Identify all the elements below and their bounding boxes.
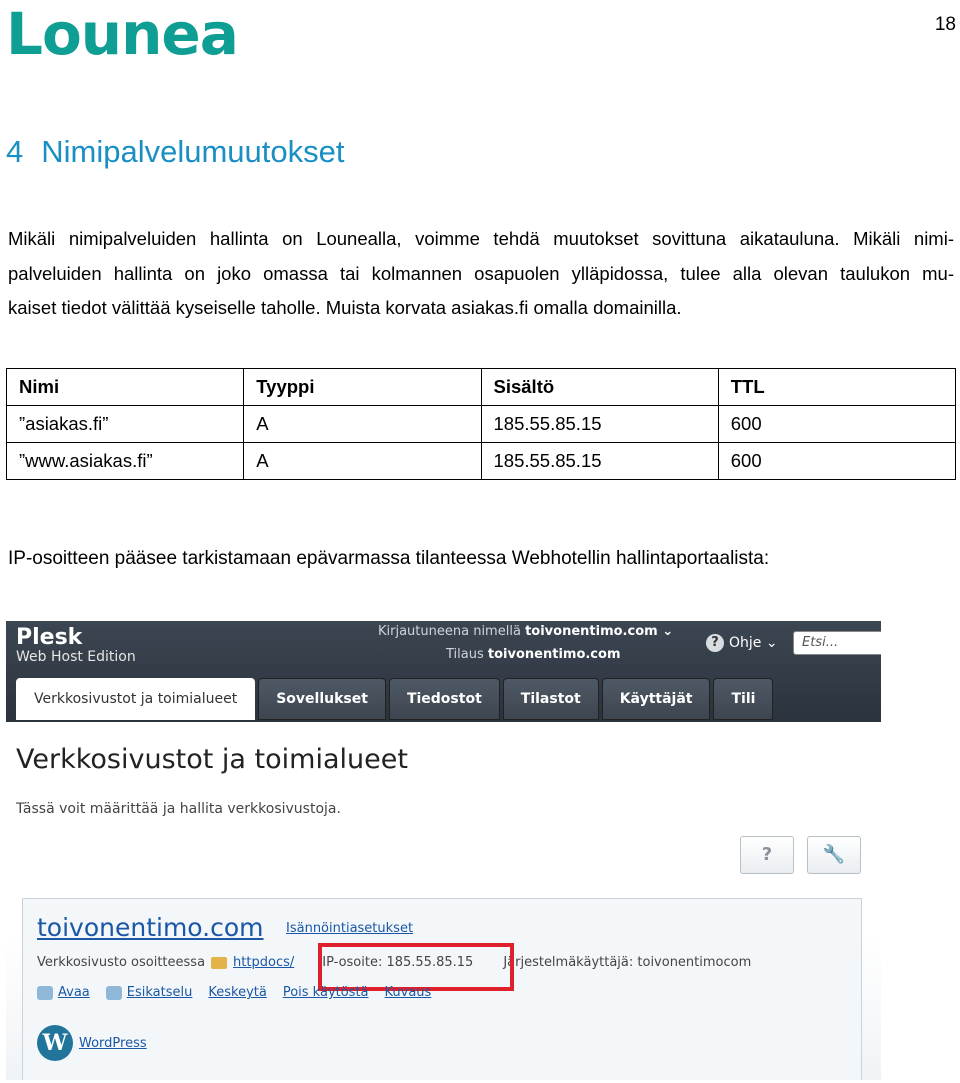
intro-paragraph <box>8 222 954 326</box>
table-header-row <box>7 369 956 406</box>
app-row <box>37 1025 147 1061</box>
login-info <box>378 624 673 639</box>
table-row <box>7 443 956 480</box>
header-cell: Sisältö <box>481 369 718 406</box>
header-cell: Tyyppi <box>244 369 481 406</box>
page-title: Verkkosivustot ja toimialueet <box>16 744 408 775</box>
table-row <box>7 406 956 443</box>
tools-button[interactable]: 🔧 <box>807 836 861 874</box>
tab-statistics[interactable]: Tilastot <box>503 678 599 720</box>
action-label: Avaa <box>58 985 90 1000</box>
dns-record-table <box>6 368 956 480</box>
wordpress-link[interactable]: WordPress <box>79 1035 147 1051</box>
preview-icon <box>106 986 122 1000</box>
httpdocs-link[interactable]: httpdocs/ <box>233 955 295 970</box>
ip-address: IP-osoite: 185.55.85.15 <box>322 955 474 970</box>
hosting-settings-link[interactable]: Isännöintiasetukset <box>286 921 414 936</box>
plesk-edition: Web Host Edition <box>16 649 136 665</box>
page-number: 18 <box>934 14 956 35</box>
login-user-menu[interactable]: toivonentimo.com ⌄ <box>525 624 674 639</box>
action-label: Esikatselu <box>126 985 193 1000</box>
table-cell: A <box>244 406 481 443</box>
tab-account[interactable]: Tili <box>713 678 773 720</box>
tab-applications[interactable]: Sovellukset <box>258 678 386 720</box>
chapter-heading <box>6 134 344 170</box>
header-cell: Nimi <box>7 369 244 406</box>
table-cell: 600 <box>718 443 955 480</box>
tab-users[interactable]: Käyttäjät <box>602 678 711 720</box>
help-menu[interactable] <box>706 634 778 652</box>
help-button[interactable]: ? <box>740 836 794 874</box>
plesk-screenshot <box>6 621 881 1080</box>
paragraph-line: kaiset tiedot välittää kyseiselle taholle. Muista korvata asiakas.fi omalla domainilla. <box>8 297 682 318</box>
screenshot-caption: IP-osoitteen pääsee tarkistamaan epävarmassa tilanteessa Webhotellin hallintaportaalista: <box>8 548 770 569</box>
disable-action[interactable] <box>283 985 369 1000</box>
open-icon <box>37 986 53 1000</box>
subscription-info <box>446 647 621 662</box>
plesk-header <box>6 621 881 722</box>
search-input[interactable]: Etsi... <box>793 631 881 655</box>
table-cell: ”www.asiakas.fi” <box>7 443 244 480</box>
table-cell: A <box>244 443 481 480</box>
chapter-title: Nimipalvelumuutokset <box>41 134 345 169</box>
lounea-logo: Lounea <box>6 0 238 68</box>
table-cell: 185.55.85.15 <box>481 443 718 480</box>
preview-action[interactable] <box>106 985 193 1000</box>
folder-icon <box>211 957 227 969</box>
ip-highlight-box <box>318 943 514 991</box>
table-cell: 600 <box>718 406 955 443</box>
help-icon: ? <box>706 634 724 652</box>
paragraph-line: palveluiden hallinta on joko omassa tai kolmannen osapuolen ylläpidossa, tulee alla olevan taulukon mu- <box>8 262 954 284</box>
paragraph-line: Mikäli nimipalveluiden hallinta on Lounealla, voimme tehdä muutokset sovittuna aikatauluna. Mikäli nimi- <box>8 228 954 249</box>
open-action[interactable] <box>37 985 90 1000</box>
subscription-value[interactable]: toivonentimo.com <box>487 647 621 662</box>
table-cell: ”asiakas.fi” <box>7 406 244 443</box>
help-label: Ohje ⌄ <box>729 635 778 651</box>
site-address-label: Verkkosivusto osoitteessa <box>37 955 206 970</box>
page-description: Tässä voit määrittää ja hallita verkkosivustoja. <box>16 801 341 817</box>
action-label: Pois käytöstä <box>282 985 369 1000</box>
tab-websites[interactable]: Verkkosivustot ja toimialueet <box>16 678 255 720</box>
suspend-action[interactable] <box>208 985 266 1000</box>
chapter-number: 4 <box>6 134 24 169</box>
wordpress-icon: W <box>37 1025 73 1061</box>
domain-link[interactable]: toivonentimo.com <box>37 913 264 942</box>
plesk-content <box>6 722 881 1080</box>
system-user: Järjestelmäkäyttäjä: toivonentimocom <box>503 955 752 970</box>
subscription-label: Tilaus <box>446 647 484 662</box>
site-actions <box>37 985 431 1000</box>
header-cell: TTL <box>718 369 955 406</box>
description-action[interactable] <box>385 985 432 1000</box>
tab-files[interactable]: Tiedostot <box>389 678 500 720</box>
login-label: Kirjautuneena nimellä <box>378 624 521 639</box>
domain-card <box>22 898 862 1080</box>
action-label: Kuvaus <box>384 985 432 1000</box>
table-cell: 185.55.85.15 <box>481 406 718 443</box>
main-tabs <box>16 678 773 720</box>
action-label: Keskeytä <box>208 985 267 1000</box>
plesk-logo: Plesk <box>16 625 83 650</box>
